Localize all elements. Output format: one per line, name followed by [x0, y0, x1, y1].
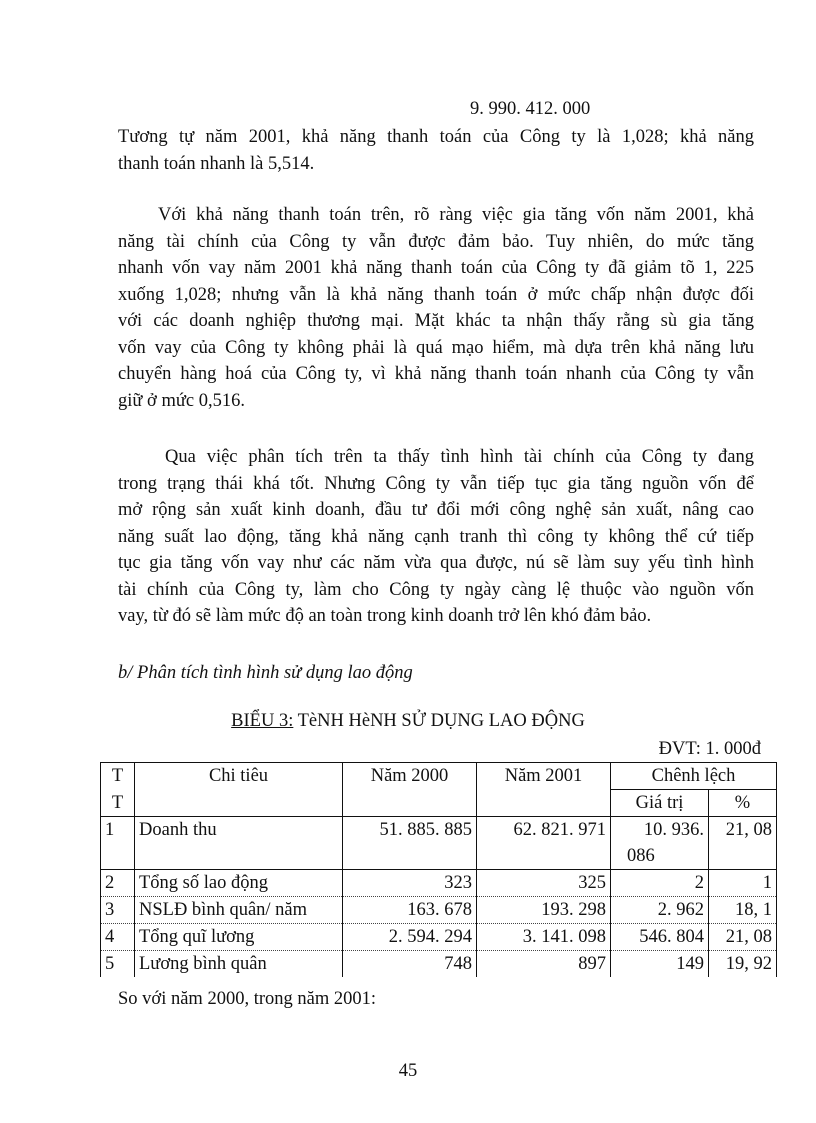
unit-label: ĐVT: 1. 000đ	[658, 739, 761, 759]
row-indicator: Lương bình quân	[135, 951, 343, 978]
row-tt: 2	[101, 870, 135, 897]
text-line: mở rộng sản xuất kinh doanh, đầu tư đổi mới công nghệ sản xuất, nâng cao	[118, 500, 754, 520]
row-year-2000: 2. 594. 294	[343, 924, 477, 951]
section-heading: b/ Phân tích tình hình sử dụng lao động	[118, 663, 413, 683]
after-table-text: So với năm 2000, trong năm 2001:	[118, 989, 376, 1009]
row-indicator: Tổng quĩ lương	[135, 924, 343, 951]
row-percent: 21, 08	[709, 817, 777, 870]
text-line: Tương tự năm 2001, khả năng thanh toán của Công ty là 1,028; khả năng	[118, 127, 754, 147]
row-value	[611, 817, 709, 870]
row-year-2001: 897	[477, 951, 611, 978]
header-tt: T	[101, 790, 135, 817]
paragraph-3	[118, 444, 754, 630]
row-year-2000: 323	[343, 870, 477, 897]
header-indicator: Chi tiêu	[135, 763, 343, 817]
row-value: 2. 962	[611, 897, 709, 924]
header-value: Giá trị	[611, 790, 709, 817]
table-row	[101, 924, 777, 951]
table-row	[101, 951, 777, 978]
text-line: thanh toán nhanh là 5,514.	[118, 153, 315, 174]
header-tt: T	[101, 763, 135, 790]
row-indicator: NSLĐ bình quân/ năm	[135, 897, 343, 924]
row-year-2001: 62. 821. 971	[477, 817, 611, 870]
row-tt: 5	[101, 951, 135, 978]
text-line: vay, từ đó sẽ làm mức độ an toàn trong kinh doanh trở lên khó đảm bảo.	[118, 606, 652, 626]
text-line: với các doanh nghiệp thương mại. Mặt khác ta nhận thấy rằng sù gia tăng	[118, 311, 754, 331]
table-title	[0, 708, 816, 735]
paragraph-1	[118, 124, 754, 177]
row-year-2001: 325	[477, 870, 611, 897]
header-percent: %	[709, 790, 777, 817]
row-year-2001: 3. 141. 098	[477, 924, 611, 951]
row-value: 149	[611, 951, 709, 978]
text-line: năng tài chính của Công ty vẫn được đảm bảo. Tuy nhiên, do mức tăng	[118, 231, 754, 252]
row-percent: 18, 1	[709, 897, 777, 924]
text-line: trong trạng thái khá tốt. Nhưng Công ty vẫn tiếp tục gia tăng nguồn vốn để	[118, 473, 754, 494]
row-year-2000: 51. 885. 885	[343, 817, 477, 870]
labor-table	[100, 762, 777, 977]
row-percent: 1	[709, 870, 777, 897]
row-year-2000: 748	[343, 951, 477, 978]
row-indicator: Tổng số lao động	[135, 870, 343, 897]
text-line: Qua việc phân tích trên ta thấy tình hình tài chính của Công ty đang	[165, 447, 754, 467]
text-line: giữ ở mức 0,516.	[118, 390, 245, 411]
table-row	[101, 817, 777, 870]
table-row	[101, 897, 777, 924]
row-value-part: 086	[627, 846, 655, 866]
row-percent: 19, 92	[709, 951, 777, 978]
table-title-text: TèNH HèNH SỬ DỤNG LAO ĐỘNG	[293, 711, 585, 731]
text-line: tục gia tăng vốn vay như các năm vừa qua được, nú sẽ làm suy yếu tình hình	[118, 553, 754, 573]
page-number: 45	[398, 1061, 418, 1081]
text-line: chuyển hàng hoá của Công ty, vì khả năng thanh toán nhanh của Công ty vẫn	[118, 364, 754, 384]
row-value: 2	[611, 870, 709, 897]
row-tt: 1	[101, 817, 135, 870]
text-line: vốn vay của Công ty không phải là quá mạo hiểm, mà dựa trên khả năng lưu	[118, 337, 754, 358]
row-year-2000: 163. 678	[343, 897, 477, 924]
text-line: xuống 1,028; nhưng vẫn là khả năng thanh toán ở mức chấp nhận được đối	[118, 284, 754, 305]
header-year-2000: Năm 2000	[343, 763, 477, 817]
row-tt: 4	[101, 924, 135, 951]
header-difference: Chênh lệch	[611, 763, 777, 790]
row-percent: 21, 08	[709, 924, 777, 951]
text-line: tài chính của Công ty, làm cho Công ty ngày càng lệ thuộc vào nguồn vốn	[118, 579, 754, 600]
text-line: năng suất lao động, tăng khả năng cạnh tranh thì công ty không thể cứ tiếp	[118, 526, 754, 547]
table-title-label: BIỂU 3:	[231, 711, 294, 731]
top-value: 9. 990. 412. 000	[470, 99, 591, 119]
header-year-2001: Năm 2001	[477, 763, 611, 817]
row-year-2001: 193. 298	[477, 897, 611, 924]
row-indicator: Doanh thu	[135, 817, 343, 870]
text-line: Với khả năng thanh toán trên, rõ ràng việc gia tăng vốn năm 2001, khả	[158, 205, 754, 225]
paragraph-2	[118, 202, 754, 414]
row-tt: 3	[101, 897, 135, 924]
text-line: nhanh vốn vay năm 2001 khả năng thanh toán của Công ty đã giảm tõ 1, 225	[118, 258, 754, 278]
table-header-row	[101, 763, 777, 790]
row-value: 546. 804	[611, 924, 709, 951]
row-value-part: 10. 936.	[643, 820, 704, 840]
table-row	[101, 870, 777, 897]
